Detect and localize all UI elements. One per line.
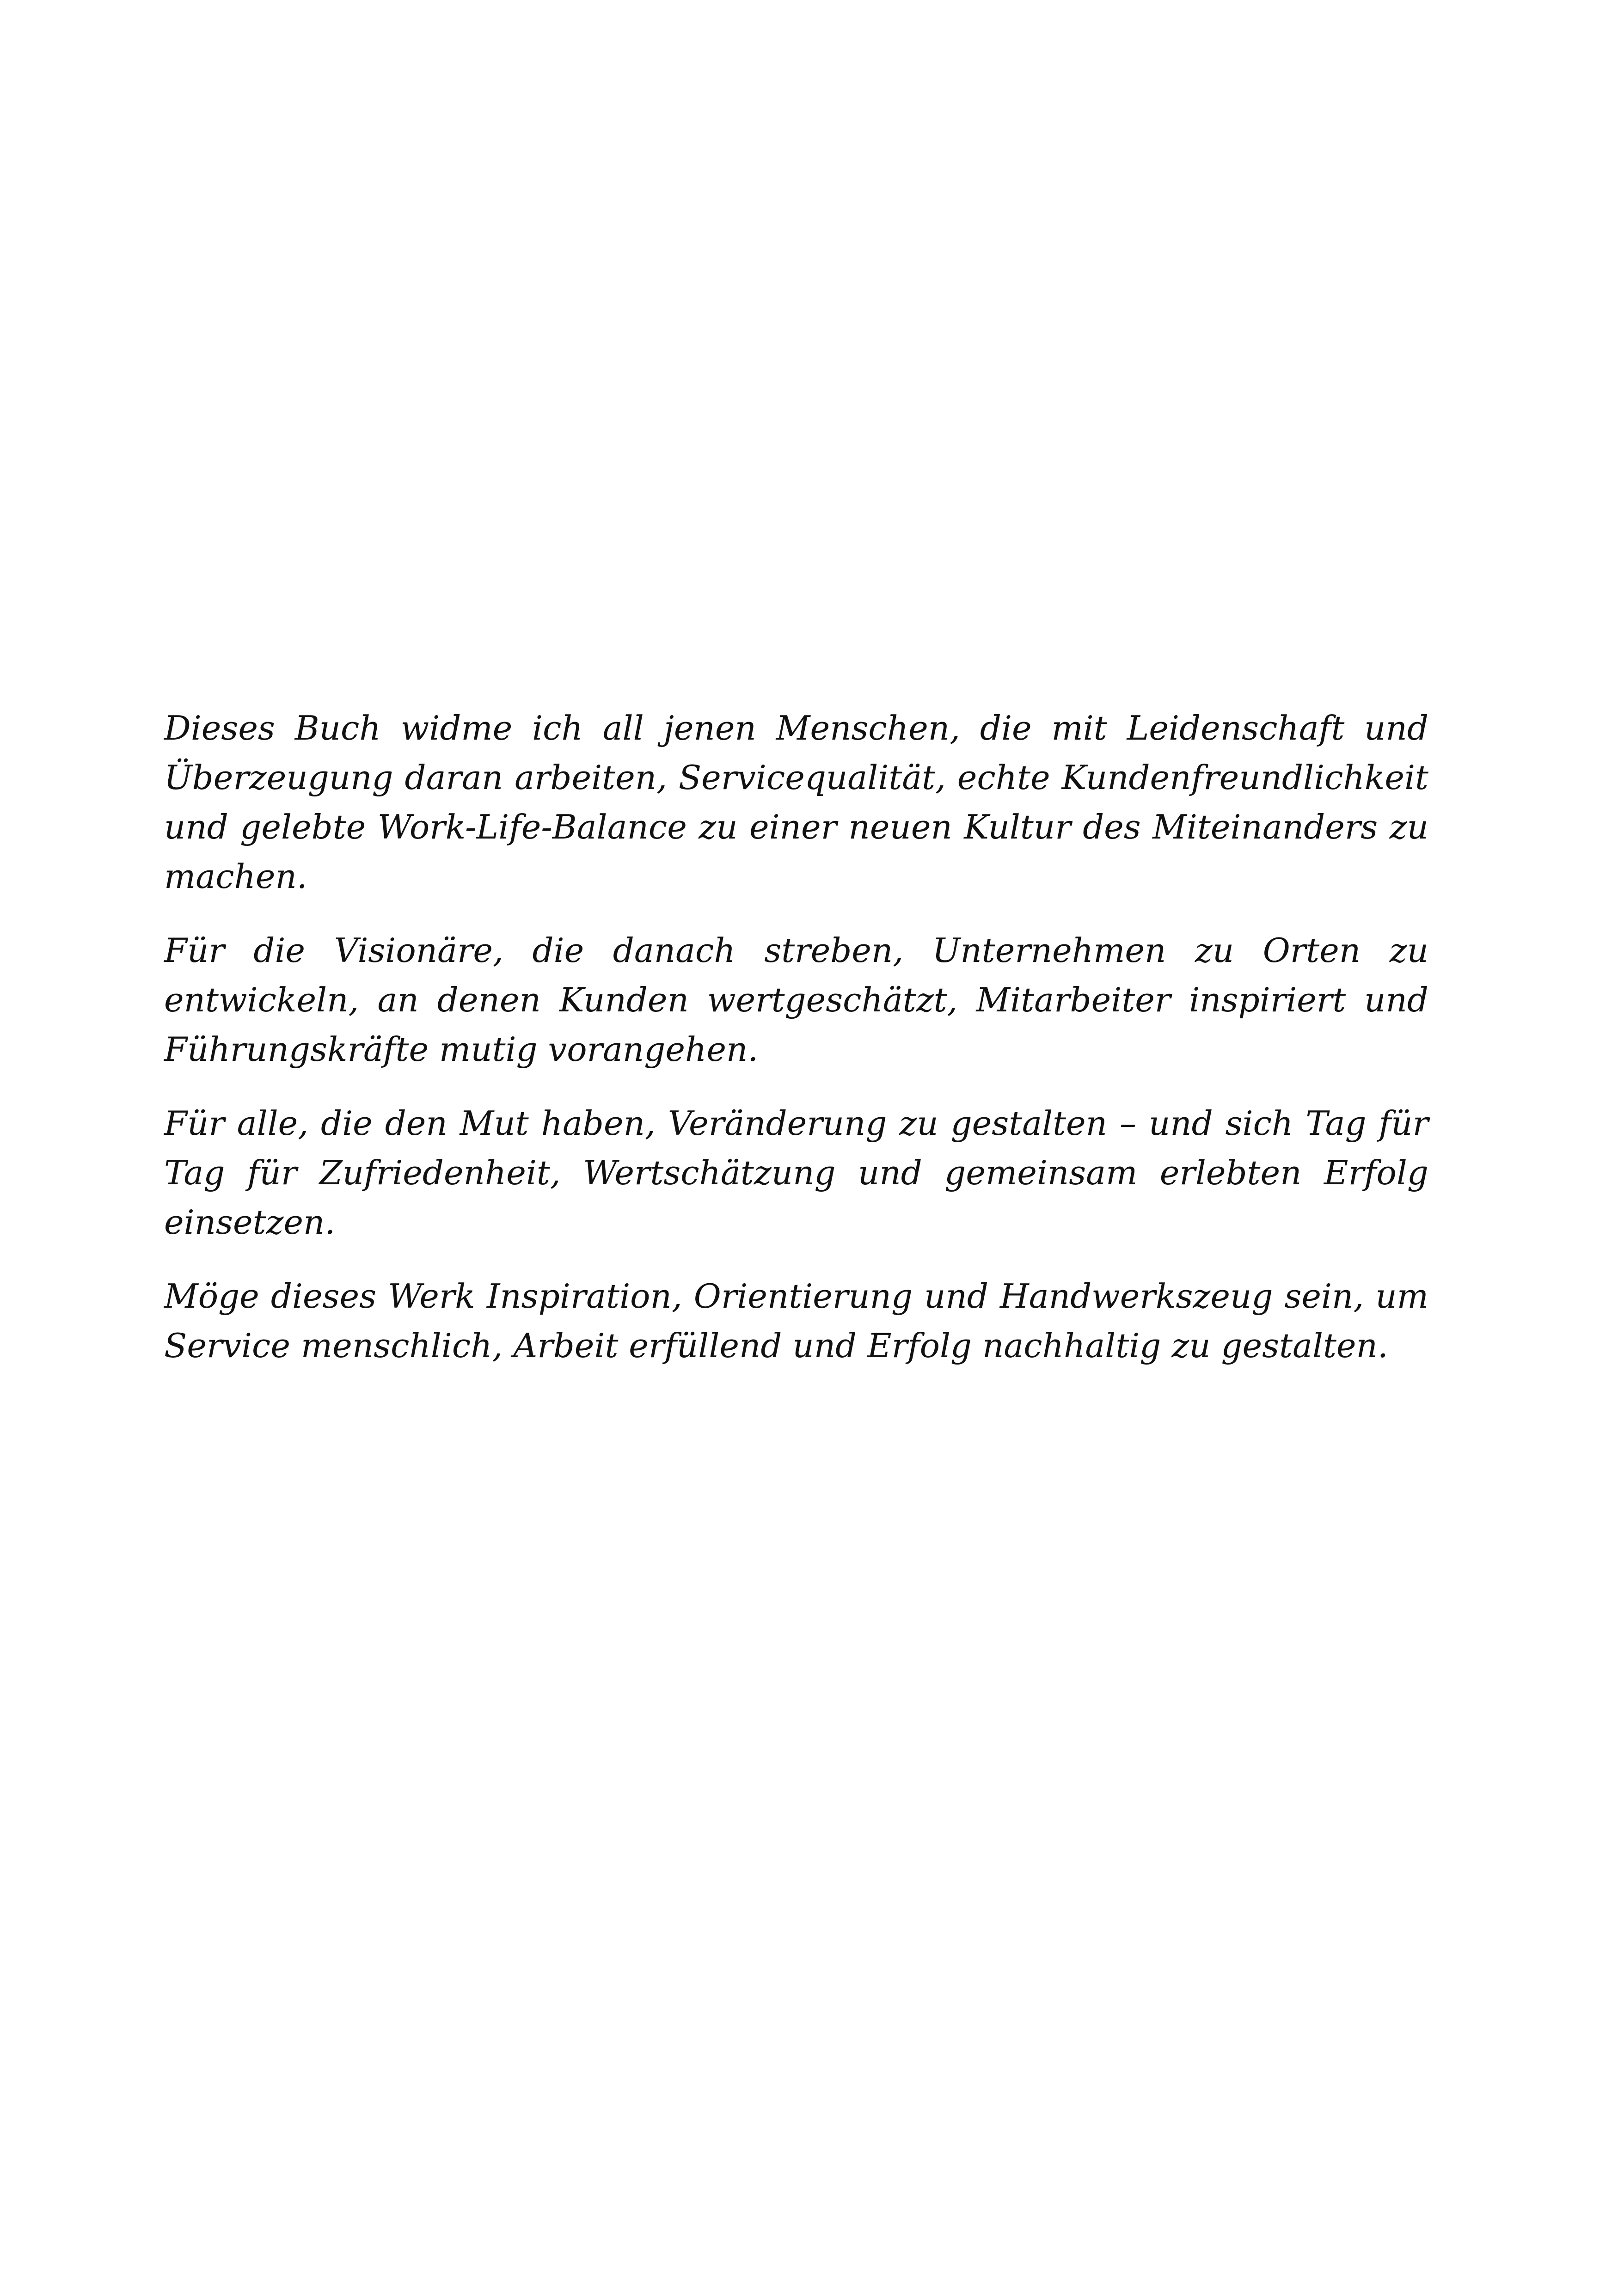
dedication-paragraph: Für die Visionäre, die danach streben, Unternehmen zu Orten zu entwickeln, an denen Kunden wertgeschätzt, Mitarbeiter inspiriert und Führungskräfte mutig vorangehen. [164, 931, 1428, 1069]
dedication-paragraph: Möge dieses Werk Inspiration, Orientierung und Handwerkszeug sein, um Service menschlich, Arbeit erfüllend und Erfolg nachhaltig zu gestalten. [164, 1277, 1428, 1365]
dedication-text [164, 704, 1428, 1371]
dedication-paragraph: Dieses Buch widme ich all jenen Menschen, die mit Leidenschaft und Überzeugung daran arbeiten, Servicequalität, echte Kundenfreundlichkeit und gelebte Work-Life-Balance zu einer neuen Kultur des Miteinanders zu machen. [164, 709, 1428, 896]
dedication-paragraph: Für alle, die den Mut haben, Veränderung zu gestalten – und sich Tag für Tag für Zufriedenheit, Wertschätzung und gemeinsam erlebten Erfolg einsetzen. [164, 1104, 1428, 1242]
